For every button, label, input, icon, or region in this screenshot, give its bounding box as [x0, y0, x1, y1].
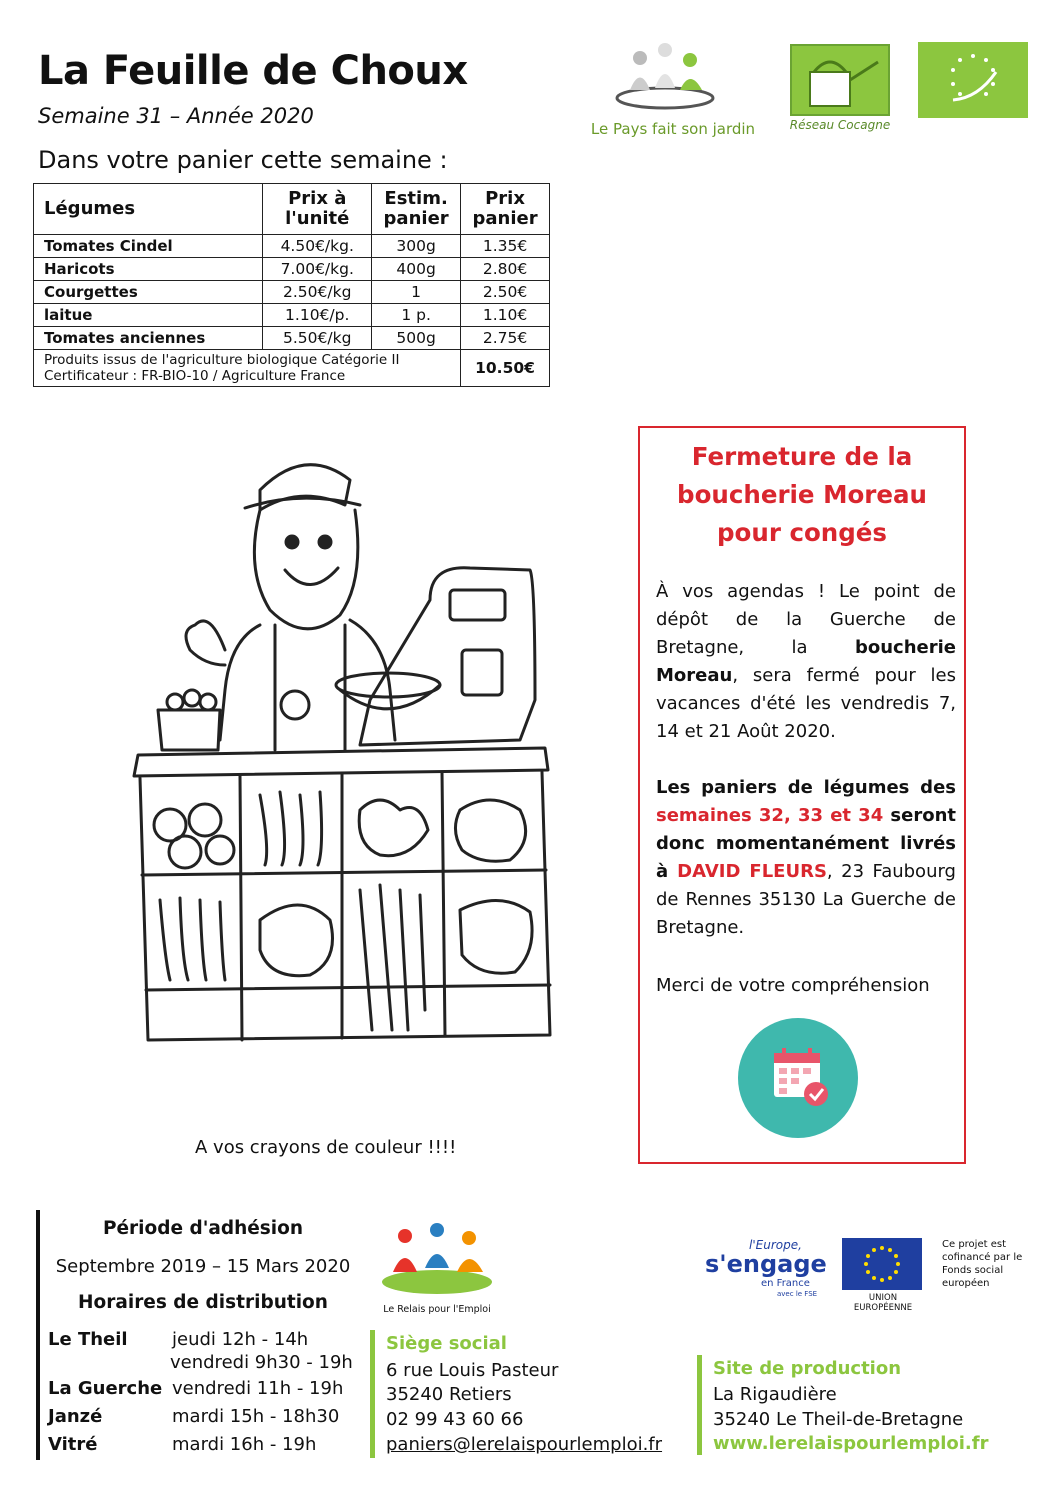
notice-text: , sera fermé pour les vacances d'été les vendredis 7, 14 et 21 Août 2020.	[656, 665, 956, 742]
siege-email-link[interactable]: paniers@lerelaispourlemploi.fr	[386, 1434, 663, 1455]
basket-estimate: 400g	[372, 258, 461, 281]
distribution-title: Horaires de distribution	[78, 1292, 328, 1313]
fse-text: en France	[761, 1278, 810, 1289]
notice-highlight: boucherie Moreau	[656, 637, 956, 686]
table-row	[34, 327, 550, 350]
schedule-town: Vitré	[48, 1434, 98, 1455]
cocagne-caption: Réseau Cocagne	[789, 118, 891, 132]
notice-text: seront donc momentanément livrés à	[656, 805, 956, 882]
production-address-line: 35240 Le Theil-de-Bretagne	[713, 1409, 964, 1430]
unit-price: 5.50€/kg	[263, 327, 372, 350]
table-footer-row	[34, 350, 550, 387]
certification-line-2: Certificateur : FR-BIO-10 / Agriculture France	[44, 368, 346, 384]
basket-estimate: 1 p.	[372, 304, 461, 327]
notice-text: Les paniers de légumes des	[656, 777, 956, 798]
notice-paragraph-2	[656, 774, 956, 942]
notice-text: À vos agendas ! Le point de dépôt de la Guerche de Bretagne, la	[656, 581, 956, 658]
table-header-row	[34, 184, 550, 235]
basket-price: 2.75€	[461, 327, 550, 350]
siege-address-line: 35240 Retiers	[386, 1384, 512, 1405]
table-row	[34, 304, 550, 327]
basket-estimate: 1	[372, 281, 461, 304]
schedule-time: vendredi 9h30 - 19h	[170, 1352, 353, 1373]
schedule-time: vendredi 11h - 19h	[172, 1378, 344, 1399]
siege-divider	[370, 1330, 375, 1458]
column-header: Estim. panier	[372, 184, 461, 235]
schedule-time: mardi 15h - 18h30	[172, 1406, 340, 1427]
vegetable-name: Tomates anciennes	[34, 327, 263, 350]
table-row	[34, 281, 550, 304]
cofinancing-note: Ce projet est cofinancé par le Fonds social européen	[942, 1239, 1023, 1289]
certification-line-1: Produits issus de l'agriculture biologique Catégorie II	[44, 352, 400, 368]
basket-estimate: 300g	[372, 235, 461, 258]
fse-logo	[705, 1238, 827, 1300]
certification-note	[34, 350, 461, 387]
basket-price: 2.50€	[461, 281, 550, 304]
basket-price: 1.35€	[461, 235, 550, 258]
table-row	[34, 235, 550, 258]
vegetable-name: laitue	[34, 304, 263, 327]
schedule-town: Janzé	[48, 1406, 103, 1427]
unit-price: 1.10€/p.	[263, 304, 372, 327]
grocer-illustration	[110, 450, 570, 1060]
unit-price: 2.50€/kg	[263, 281, 372, 304]
basket-heading: Dans votre panier cette semaine :	[38, 146, 448, 174]
schedule-time: mardi 16h - 19h	[172, 1434, 317, 1455]
siege-phone: 02 99 43 60 66	[386, 1409, 524, 1430]
basket-price: 1.10€	[461, 304, 550, 327]
basket-table	[33, 183, 550, 387]
adhesion-dates: Septembre 2019 – 15 Mars 2020	[55, 1256, 351, 1277]
basket-price: 2.80€	[461, 258, 550, 281]
fse-text: s'engage	[705, 1250, 827, 1278]
notice-title: Fermeture de la boucherie Moreau pour congés	[677, 442, 927, 547]
unit-price: 7.00€/kg.	[263, 258, 372, 281]
illustration-caption: A vos crayons de couleur !!!!	[195, 1137, 457, 1158]
schedule-time: jeudi 12h - 14h	[172, 1329, 309, 1350]
basket-estimate: 500g	[372, 327, 461, 350]
fse-text: l'Europe,	[749, 1238, 802, 1252]
column-header: Légumes	[34, 184, 263, 235]
watering-can-icon	[790, 44, 890, 116]
eu-flag-icon	[842, 1238, 922, 1290]
eu-caption: UNION EUROPÉENNE	[853, 1293, 913, 1313]
basket-total: 10.50€	[461, 350, 550, 387]
column-header: Prix panier	[461, 184, 550, 235]
relais-emploi-logo	[375, 1222, 500, 1302]
page-title: La Feuille de Choux	[38, 48, 468, 94]
notice-recipient: DAVID FLEURS	[677, 861, 827, 882]
website-link[interactable]: www.lerelaispourlemploi.fr	[713, 1433, 989, 1454]
production-divider	[697, 1355, 702, 1455]
table-row	[34, 258, 550, 281]
pays-jardin-caption: Le Pays fait son jardin	[590, 120, 756, 138]
column-header: Prix à l'unité	[263, 184, 372, 235]
adhesion-title: Période d'adhésion	[102, 1218, 304, 1239]
notice-paragraph-1	[656, 578, 956, 746]
bio-leaf-icon	[918, 42, 1028, 118]
notice-paragraph-3: Merci de votre compréhension	[656, 975, 930, 996]
vegetable-name: Tomates Cindel	[34, 235, 263, 258]
footer-divider	[36, 1210, 40, 1460]
schedule-town: La Guerche	[48, 1378, 163, 1399]
week-subtitle: Semaine 31 – Année 2020	[38, 104, 314, 128]
schedule-town: Le Theil	[48, 1329, 128, 1350]
vegetable-name: Haricots	[34, 258, 263, 281]
relais-caption: Le Relais pour l'Emploi	[383, 1304, 491, 1315]
vegetable-name: Courgettes	[34, 281, 263, 304]
calendar-check-icon	[738, 1018, 858, 1138]
pays-jardin-logo	[610, 40, 720, 115]
notice-weeks: semaines 32, 33 et 34	[656, 805, 884, 826]
fse-text: avec le FSE	[777, 1290, 818, 1298]
notice-text: , 23 Faubourg de Rennes 35130 La Guerche de Bretagne.	[656, 861, 956, 938]
siege-title: Siège social	[386, 1333, 507, 1354]
closure-notice	[638, 426, 966, 1164]
siege-address-line: 6 rue Louis Pasteur	[386, 1360, 559, 1381]
unit-price: 4.50€/kg.	[263, 235, 372, 258]
production-title: Site de production	[713, 1358, 902, 1379]
production-address-line: La Rigaudière	[713, 1384, 837, 1405]
